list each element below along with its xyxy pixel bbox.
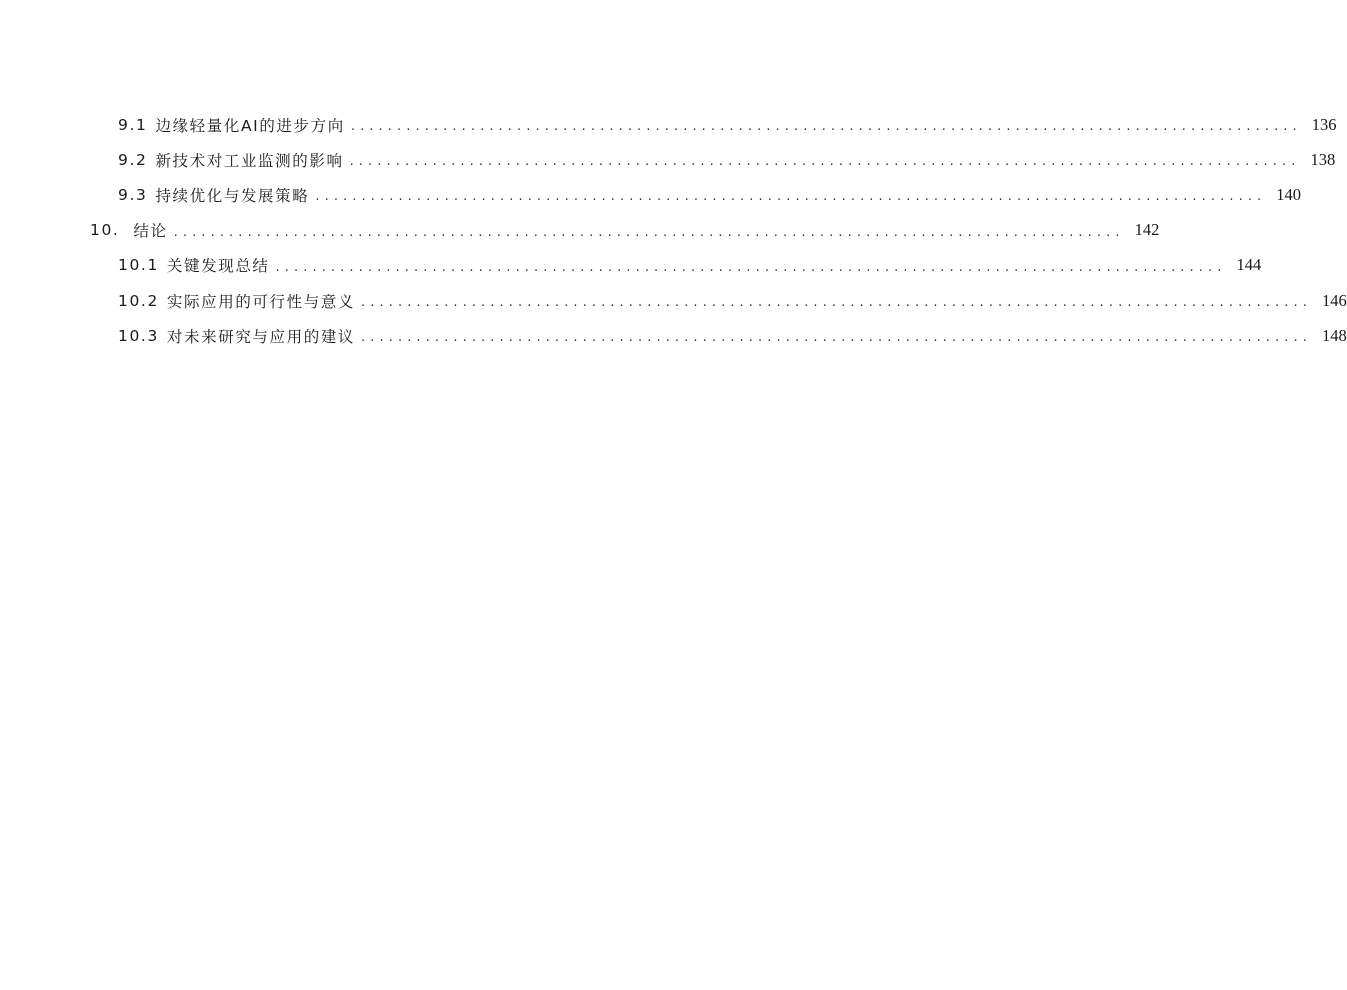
toc-entry-number: 9.1 [118, 115, 148, 134]
toc-dot-leader: ....................................................................................................... [349, 154, 1301, 170]
toc-entry-title: 结论 [133, 222, 168, 241]
toc-entry-number: 10.2 [118, 291, 159, 310]
toc-entry-page: 144 [1236, 255, 1262, 275]
toc-entry-title: 新技术对工业监测的影响 [155, 151, 344, 170]
toc-entry-10-2[interactable] [0, 283, 1347, 318]
toc-entry-page: 140 [1276, 184, 1302, 204]
toc-entry-page: 148 [1321, 325, 1347, 345]
toc-entry-page: 146 [1321, 290, 1347, 310]
toc-dot-leader: ....................................................................................................... [173, 224, 1125, 240]
toc-dot-leader: ....................................................................................................... [350, 119, 1302, 135]
toc-entry-title: 边缘轻量化AI的进步方向 [155, 116, 345, 135]
toc-entry-number: 10.1 [118, 256, 159, 275]
toc-entry-9-3[interactable] [0, 177, 1302, 212]
toc-entry-10-3[interactable] [0, 318, 1347, 353]
toc-entry-title: 关键发现总结 [166, 257, 270, 276]
toc-entry-page: 142 [1134, 220, 1160, 240]
toc-dot-leader: ....................................................................................................... [361, 295, 1312, 311]
toc-dot-leader: ....................................................................................................... [361, 330, 1312, 346]
toc-entry-page: 138 [1310, 149, 1336, 169]
table-of-contents [0, 107, 1347, 353]
toc-entry-10-1[interactable] [0, 248, 1262, 283]
toc-entry-number: 9.3 [118, 185, 148, 204]
toc-dot-leader: ....................................................................................................... [275, 259, 1227, 275]
toc-entry-title: 实际应用的可行性与意义 [166, 292, 356, 311]
toc-entry-10[interactable] [0, 213, 1160, 248]
toc-dot-leader: ....................................................................................................... [315, 189, 1267, 205]
toc-entry-title: 对未来研究与应用的建议 [166, 327, 356, 346]
toc-entry-number: 10. [90, 221, 120, 240]
toc-entry-page: 136 [1311, 114, 1337, 134]
toc-entry-9-2[interactable] [0, 142, 1336, 177]
toc-entry-title: 持续优化与发展策略 [155, 186, 310, 205]
toc-entry-number: 9.2 [118, 150, 148, 169]
toc-entry-number: 10.3 [118, 326, 159, 345]
toc-entry-9-1[interactable] [0, 107, 1337, 142]
